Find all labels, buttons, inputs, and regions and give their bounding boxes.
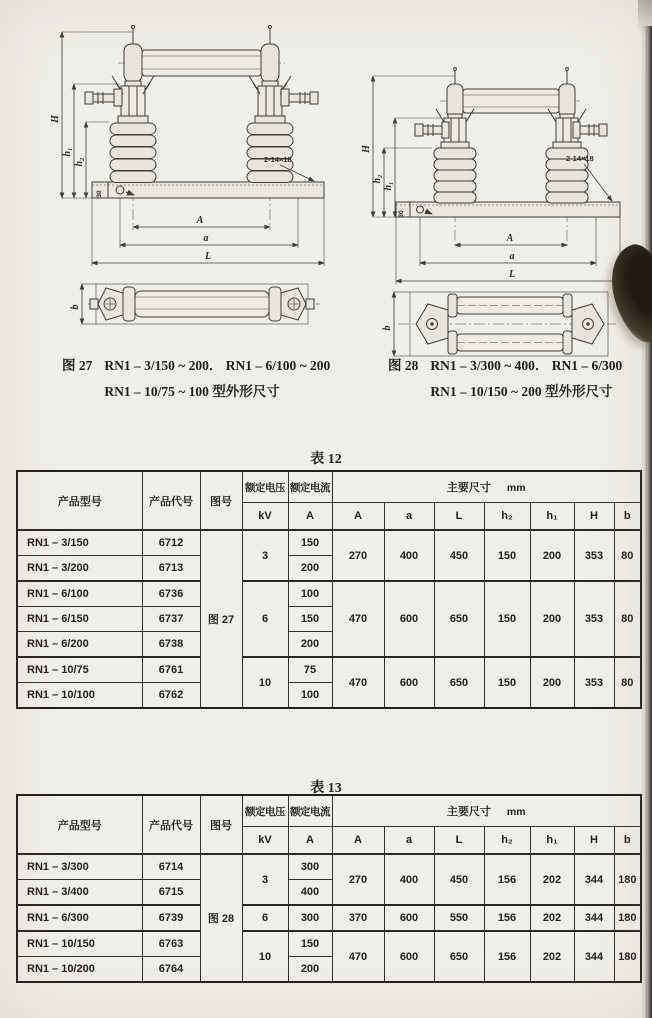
table-row — [17, 931, 641, 957]
figure-28-caption — [388, 353, 622, 405]
table-13 — [16, 794, 642, 983]
header-dim-b: b — [614, 503, 641, 531]
dim-label-b: b — [70, 304, 81, 310]
cell-dim: 353 — [574, 581, 614, 657]
figure-27-caption-line2: RN1 – 10/75 ~ 100 型外形尺寸 — [104, 384, 280, 399]
scan-corner-shadow — [638, 0, 652, 34]
cell-dim: 470 — [332, 581, 384, 657]
figure-27-caption — [62, 353, 330, 405]
cell-code: 6738 — [142, 632, 200, 658]
cell-dim: 156 — [484, 931, 530, 982]
cell-current: 150 — [288, 607, 332, 632]
cell-dim: 650 — [434, 657, 484, 708]
cell-current: 300 — [288, 905, 332, 931]
cell-model: RN1 – 10/150 — [17, 931, 142, 957]
cell-dim: 156 — [484, 854, 530, 905]
cell-dim: 370 — [332, 905, 384, 931]
cell-dim: 600 — [384, 657, 434, 708]
cell-dim: 202 — [530, 854, 574, 905]
dim-label-30: 30 — [398, 210, 405, 218]
cell-code: 6713 — [142, 556, 200, 582]
cell-current: 200 — [288, 556, 332, 582]
cell-dim: 80 — [614, 530, 641, 581]
figure-27-caption-line1: RN1 – 3/150 ~ 200． RN1 – 6/100 ~ 200 — [104, 358, 331, 373]
cell-code: 6762 — [142, 683, 200, 709]
holes-note: 2-14×18 — [566, 154, 594, 163]
cell-figure-ref: 图 27 — [200, 530, 242, 708]
cell-dim: 156 — [484, 905, 530, 931]
header-current: 额定电流 — [288, 795, 332, 827]
cell-current: 100 — [288, 581, 332, 607]
cell-dim: 600 — [384, 905, 434, 931]
cell-current: 75 — [288, 657, 332, 683]
cell-dim: 150 — [484, 530, 530, 581]
cell-dim: 270 — [332, 530, 384, 581]
header-current: 额定电流 — [288, 471, 332, 503]
header-dim-h1: h₁ — [530, 503, 574, 531]
cell-model: RN1 – 6/200 — [17, 632, 142, 658]
cell-dim: 650 — [434, 581, 484, 657]
table-12-title: 表 12 — [310, 452, 342, 467]
cell-dim: 180 — [614, 931, 641, 982]
cell-model: RN1 – 3/150 — [17, 530, 142, 556]
cell-code: 6715 — [142, 880, 200, 906]
cell-dim: 150 — [484, 657, 530, 708]
cell-dim: 80 — [614, 657, 641, 708]
fig28-elevation-view — [373, 68, 620, 284]
dim-label-a: a — [203, 233, 209, 244]
fig27-plan-view — [82, 284, 320, 324]
cell-current: 200 — [288, 632, 332, 658]
dim-label-h2: h₂ — [74, 157, 85, 167]
header-dim-h2: h₂ — [484, 827, 530, 855]
cell-dim: 353 — [574, 530, 614, 581]
cell-voltage: 3 — [242, 530, 288, 581]
cell-model: RN1 – 3/300 — [17, 854, 142, 880]
holes-note: 2-14×18 — [264, 155, 292, 164]
table-row — [17, 581, 641, 607]
cell-dim: 600 — [384, 931, 434, 982]
header-dim-a: a — [384, 827, 434, 855]
header-code: 产品代号 — [142, 471, 200, 530]
cell-current: 400 — [288, 880, 332, 906]
cell-dim: 650 — [434, 931, 484, 982]
figure-28-caption-line2: RN1 – 10/150 ~ 200 型外形尺寸 — [430, 384, 613, 399]
header-dimensions: 主要尺寸 mm — [332, 471, 641, 503]
header-model: 产品型号 — [17, 795, 142, 854]
cell-current: 200 — [288, 957, 332, 983]
cell-code: 6763 — [142, 931, 200, 957]
cell-dim: 180 — [614, 854, 641, 905]
table-row — [17, 530, 641, 556]
dim-label-30: 30 — [96, 190, 103, 198]
cell-dim: 400 — [384, 854, 434, 905]
header-amp: A — [288, 503, 332, 531]
cell-model: RN1 – 6/150 — [17, 607, 142, 632]
cell-dim: 200 — [530, 657, 574, 708]
header-dim-H: H — [574, 827, 614, 855]
dim-label-a: a — [509, 251, 515, 262]
cell-current: 300 — [288, 854, 332, 880]
table-13-title: 表 13 — [310, 781, 342, 796]
header-voltage: 额定电压 — [242, 795, 288, 827]
header-model: 产品型号 — [17, 471, 142, 530]
cell-voltage: 10 — [242, 657, 288, 708]
header-dim-H: H — [574, 503, 614, 531]
cell-dim: 353 — [574, 657, 614, 708]
dim-label-L: L — [204, 251, 212, 262]
cell-dim: 180 — [614, 905, 641, 931]
fig28-plan-view — [394, 292, 616, 356]
dim-label-h1: h₁ — [62, 147, 73, 157]
cell-model: RN1 – 6/300 — [17, 905, 142, 931]
cell-voltage: 6 — [242, 905, 288, 931]
cell-dim: 202 — [530, 931, 574, 982]
figure-27-drawing — [30, 4, 332, 352]
cell-dim: 470 — [332, 657, 384, 708]
header-amp: A — [288, 827, 332, 855]
header-dim-L: L — [434, 827, 484, 855]
table-12 — [16, 470, 642, 709]
figure-28-drawing — [358, 54, 646, 364]
cell-current: 150 — [288, 530, 332, 556]
cell-code: 6761 — [142, 657, 200, 683]
header-kv: kV — [242, 827, 288, 855]
cell-dim: 202 — [530, 905, 574, 931]
header-dimensions: 主要尺寸 mm — [332, 795, 641, 827]
header-dim-b: b — [614, 827, 641, 855]
cell-dim: 450 — [434, 854, 484, 905]
figure-28-number: 图 28 — [388, 358, 419, 373]
cell-voltage: 6 — [242, 581, 288, 657]
dim-label-A: A — [196, 215, 204, 226]
header-dim-A: A — [332, 827, 384, 855]
header-dim-a: a — [384, 503, 434, 531]
cell-dim: 600 — [384, 581, 434, 657]
cell-dim: 470 — [332, 931, 384, 982]
figure-27-number: 图 27 — [62, 358, 93, 373]
cell-dim: 270 — [332, 854, 384, 905]
cell-code: 6736 — [142, 581, 200, 607]
cell-code: 6714 — [142, 854, 200, 880]
dim-label-b: b — [382, 325, 393, 331]
cell-current: 100 — [288, 683, 332, 709]
dim-label-h2: h₂ — [372, 174, 383, 184]
header-code: 产品代号 — [142, 795, 200, 854]
cell-figure-ref: 图 28 — [200, 854, 242, 982]
dim-label-H: H — [50, 115, 61, 123]
cell-model: RN1 – 10/200 — [17, 957, 142, 983]
dim-label-L: L — [508, 269, 516, 280]
cell-dim: 80 — [614, 581, 641, 657]
cell-dim: 400 — [384, 530, 434, 581]
cell-code: 6739 — [142, 905, 200, 931]
header-dim-h1: h₁ — [530, 827, 574, 855]
cell-voltage: 3 — [242, 854, 288, 905]
cell-code: 6764 — [142, 957, 200, 983]
table-row — [17, 854, 641, 880]
scan-edge-shadow — [645, 26, 652, 1018]
header-dim-L: L — [434, 503, 484, 531]
table-row — [17, 905, 641, 931]
header-dim-h2: h₂ — [484, 503, 530, 531]
header-kv: kV — [242, 503, 288, 531]
cell-dim: 200 — [530, 530, 574, 581]
cell-dim: 200 — [530, 581, 574, 657]
cell-dim: 450 — [434, 530, 484, 581]
table-row — [17, 657, 641, 683]
dim-label-A: A — [506, 233, 514, 244]
dim-label-h1: h₁ — [383, 181, 394, 191]
cell-current: 150 — [288, 931, 332, 957]
cell-dim: 344 — [574, 931, 614, 982]
cell-dim: 344 — [574, 854, 614, 905]
cell-model: RN1 – 3/200 — [17, 556, 142, 582]
cell-dim: 550 — [434, 905, 484, 931]
cell-model: RN1 – 3/400 — [17, 880, 142, 906]
cell-model: RN1 – 6/100 — [17, 581, 142, 607]
header-figure: 图号 — [200, 795, 242, 854]
cell-model: RN1 – 10/75 — [17, 657, 142, 683]
cell-voltage: 10 — [242, 931, 288, 982]
cell-code: 6737 — [142, 607, 200, 632]
header-dim-A: A — [332, 503, 384, 531]
cell-dim: 150 — [484, 581, 530, 657]
header-voltage: 额定电压 — [242, 471, 288, 503]
figure-28-caption-line1: RN1 – 3/300 ~ 400． RN1 – 6/300 — [430, 358, 623, 373]
header-figure: 图号 — [200, 471, 242, 530]
fig27-elevation-view — [62, 26, 324, 267]
cell-code: 6712 — [142, 530, 200, 556]
cell-dim: 344 — [574, 905, 614, 931]
cell-model: RN1 – 10/100 — [17, 683, 142, 709]
dim-label-H: H — [361, 145, 372, 153]
